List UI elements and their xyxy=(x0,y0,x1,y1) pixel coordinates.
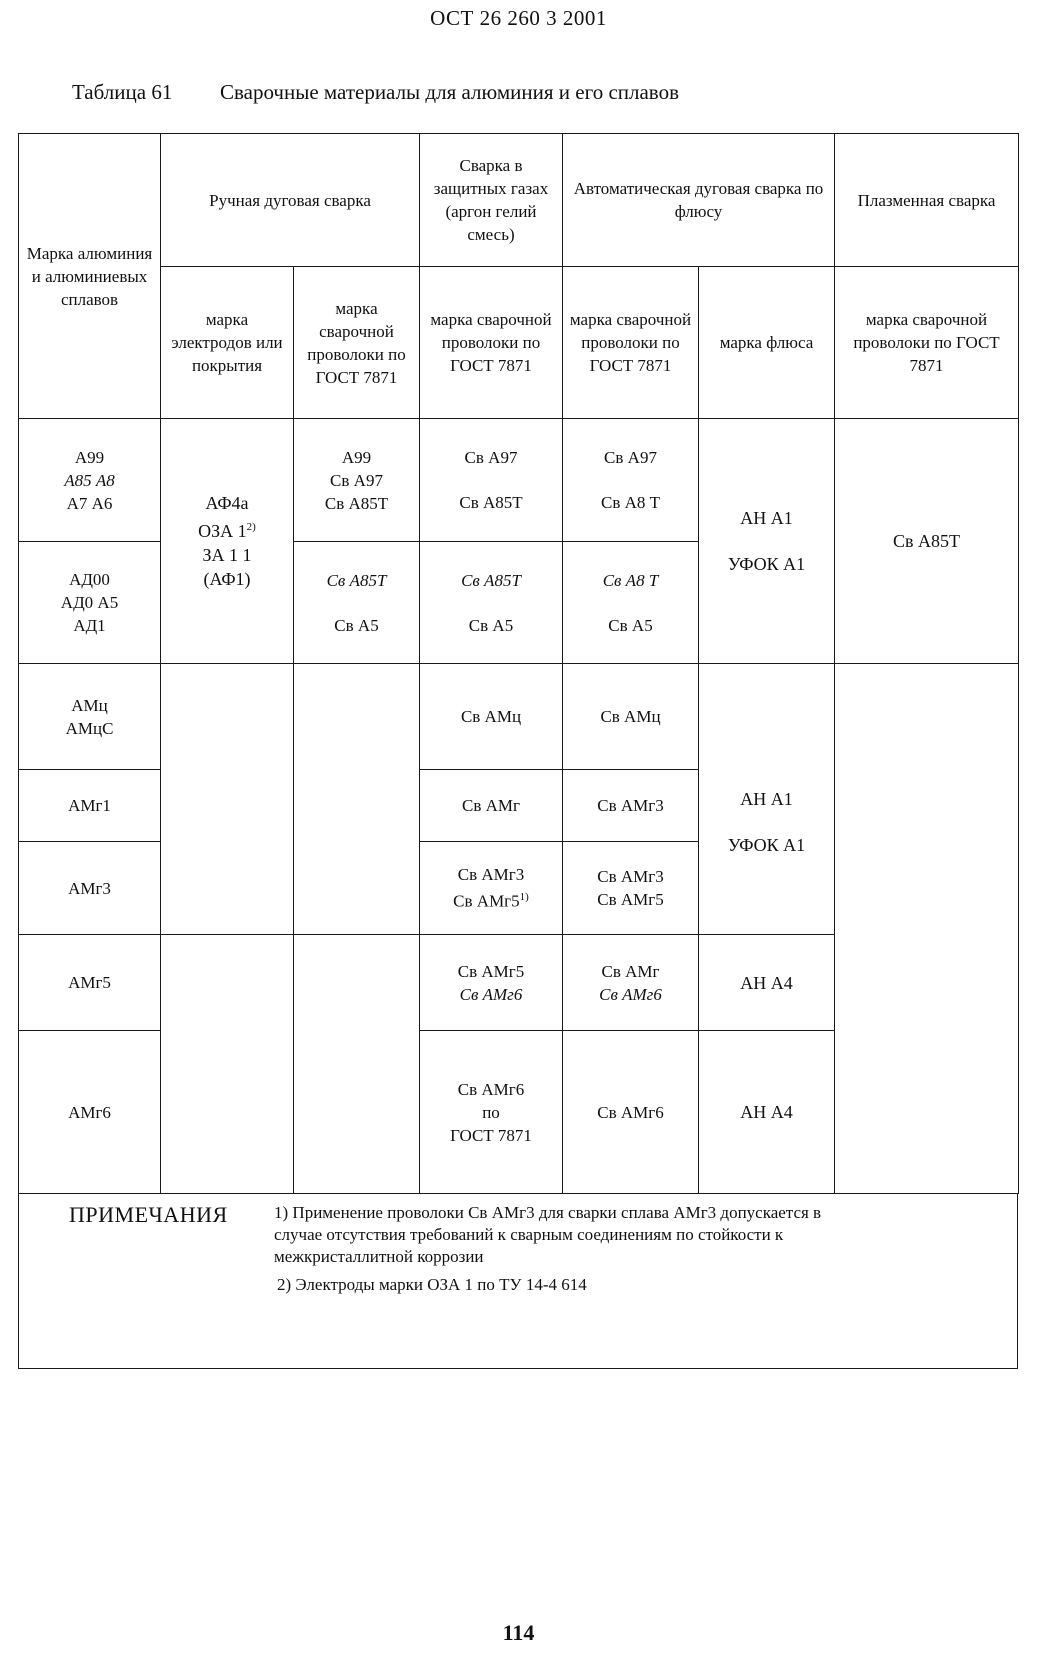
gas-wire-cell: Св АМц xyxy=(420,664,563,770)
flux-value: АН А1 xyxy=(740,788,793,809)
manual-wire-cell xyxy=(294,419,420,542)
manual-arc-header: Ручная дуговая сварка xyxy=(161,134,420,267)
flux-cell xyxy=(699,419,835,664)
gas-wire-cell xyxy=(420,1031,563,1194)
manual-wire-cell-empty xyxy=(294,935,420,1031)
gas-wire-cell xyxy=(420,842,563,935)
wire-value: Св АМг5 xyxy=(597,890,664,909)
gas-wire-cell xyxy=(420,419,563,542)
plasma-wire-cell-empty xyxy=(835,664,1019,1194)
alloy-value: АД00 xyxy=(69,570,110,589)
footnote-marker: 2) xyxy=(246,521,256,533)
alloy-cell xyxy=(19,419,161,542)
wire-value: Св А85Т xyxy=(461,570,521,590)
auto-wire-cell: Св АМц xyxy=(563,664,699,770)
table-row xyxy=(19,419,1019,542)
wire-value: Св А85Т xyxy=(324,493,389,513)
wire-value: Св А97 xyxy=(330,470,383,490)
auto-wire-cell xyxy=(563,842,699,935)
alloy-value: АД1 xyxy=(73,616,106,635)
flux-cell xyxy=(699,770,835,935)
plasma-header: Плазменная сварка xyxy=(835,134,1019,267)
note-line: случае отсутствия требований к сварным соединениям по стойкости к xyxy=(274,1225,784,1244)
wire-value: Св А85Т xyxy=(459,493,523,512)
electrodes-cell xyxy=(161,419,294,664)
note-line: 1) Применение проволоки Св АМг3 для сварки сплава АМг3 допускается в xyxy=(274,1203,822,1222)
notes-section xyxy=(18,1194,1018,1369)
notes-text xyxy=(274,1202,974,1296)
alloy-value: АД0 А5 xyxy=(60,593,119,612)
gas-wire-cell xyxy=(420,542,563,664)
electrodes-cell-empty xyxy=(161,770,294,842)
alloy-cell: АМг3 xyxy=(19,842,161,935)
flux-value: УФОК А1 xyxy=(727,554,806,574)
wire-value: Св АМг6 xyxy=(457,1079,525,1099)
wire-value: Св АМг3 xyxy=(457,865,525,885)
alloy-column-header: Марка алюминия и алюминиевых сплавов xyxy=(19,134,161,419)
flux-cell: АН А4 xyxy=(699,935,835,1031)
wire-name: Св АМг5 xyxy=(453,891,520,911)
wire-value: Св А8 Т xyxy=(600,493,661,512)
header-row-1 xyxy=(19,134,1019,267)
auto-wire-cell: Св АМг3 xyxy=(563,770,699,842)
electrode-value: (АФ1) xyxy=(203,569,251,589)
wire-value: Св А5 xyxy=(608,615,653,635)
wire-value: Св АМг6 xyxy=(599,984,662,1004)
flux-subheader: марка флюса xyxy=(699,267,835,419)
wire-value: Св АМг5 xyxy=(457,961,525,981)
auto-wire-cell: Св АМг6 xyxy=(563,1031,699,1194)
wire-value: Св А5 xyxy=(468,615,514,635)
table-title: Сварочные материалы для алюминия и его сплавов xyxy=(220,80,679,104)
gas-wire-cell: Св АМг xyxy=(420,770,563,842)
wire-value: Св А97 xyxy=(464,448,518,467)
notes-title: ПРИМЕЧАНИЯ xyxy=(69,1202,228,1227)
wire-value: А99 xyxy=(341,447,372,467)
alloy-cell: АМг1 xyxy=(19,770,161,842)
alloy-value: АМц xyxy=(71,695,108,715)
electrodes-cell-empty xyxy=(161,842,294,935)
electrodes-subheader: марка электродов или покрытия xyxy=(161,267,294,419)
header-row-2 xyxy=(19,267,1019,419)
table-number: Таблица 61 xyxy=(72,80,173,104)
wire-value: Св АМг6 xyxy=(459,984,523,1004)
note-line: 2) Электроды марки ОЗА 1 по ТУ 14-4 614 xyxy=(277,1275,587,1294)
electrode-value: АФ4а xyxy=(205,493,249,513)
alloy-value: А85 А8 xyxy=(64,470,115,490)
alloy-value: А7 А6 xyxy=(66,493,113,513)
manual-wire-cell-empty xyxy=(294,770,420,842)
gas-wire-subheader: марка сварочной проволоки по ГОСТ 7871 xyxy=(420,267,563,419)
electrode-value: ЗА 1 1 xyxy=(202,545,252,565)
manual-wire-subheader: марка сварочной проволоки по ГОСТ 7871 xyxy=(294,267,420,419)
wire-value: Св А85Т xyxy=(326,570,387,590)
alloy-cell: АМг5 xyxy=(19,935,161,1031)
automatic-arc-header: Автоматическая дуговая сварка по флюсу xyxy=(563,134,835,267)
manual-wire-cell-empty xyxy=(294,1031,420,1194)
manual-wire-cell-empty xyxy=(294,664,420,770)
flux-cell: АН А4 xyxy=(699,1031,835,1194)
flux-value: АН А1 xyxy=(740,508,793,528)
manual-wire-cell-empty xyxy=(294,842,420,935)
alloy-cell xyxy=(19,542,161,664)
table-caption xyxy=(72,80,679,105)
alloy-cell: АМг6 xyxy=(19,1031,161,1194)
alloy-value: АМцС xyxy=(65,718,114,738)
gas-wire-cell xyxy=(420,935,563,1031)
wire-value: Св А8 Т xyxy=(602,570,659,590)
wire-value: Св А97 xyxy=(604,448,657,467)
flux-cell-empty xyxy=(699,664,835,770)
footnote-marker: 1) xyxy=(519,891,529,904)
auto-wire-cell xyxy=(563,542,699,664)
electrode-name: ОЗА 1 xyxy=(198,521,247,541)
wire-value: ГОСТ 7871 xyxy=(450,1125,532,1145)
table-row xyxy=(19,664,1019,770)
wire-value: Св АМг3 xyxy=(597,867,664,886)
welding-materials-table xyxy=(18,133,1019,1194)
plasma-wire-cell: Св А85Т xyxy=(835,419,1019,664)
wire-value: Св А5 xyxy=(334,615,379,635)
page-number: 114 xyxy=(502,1620,535,1645)
electrodes-cell-empty xyxy=(161,664,294,770)
electrodes-cell-empty xyxy=(161,935,294,1031)
manual-wire-cell xyxy=(294,542,420,664)
plasma-wire-subheader: марка сварочной проволоки по ГОСТ 7871 xyxy=(835,267,1019,419)
wire-value: Св АМг xyxy=(601,961,660,981)
auto-wire-cell xyxy=(563,935,699,1031)
wire-value xyxy=(426,886,556,913)
auto-wire-cell xyxy=(563,419,699,542)
electrode-value xyxy=(167,515,287,543)
electrodes-cell-empty xyxy=(161,1031,294,1194)
alloy-value: А99 xyxy=(74,447,105,467)
wire-value: по xyxy=(482,1102,500,1122)
flux-value: УФОК А1 xyxy=(727,834,806,855)
note-line: межкристаллитной коррозии xyxy=(274,1247,484,1266)
auto-wire-subheader: марка сварочной проволоки по ГОСТ 7871 xyxy=(563,267,699,419)
alloy-cell xyxy=(19,664,161,770)
welding-materials-table-container xyxy=(18,133,1018,1369)
document-standard-header: ОСТ 26 260 3 2001 xyxy=(430,6,607,30)
shielding-gas-header: Сварка в защитных газах (аргон гелий смесь) xyxy=(420,134,563,267)
